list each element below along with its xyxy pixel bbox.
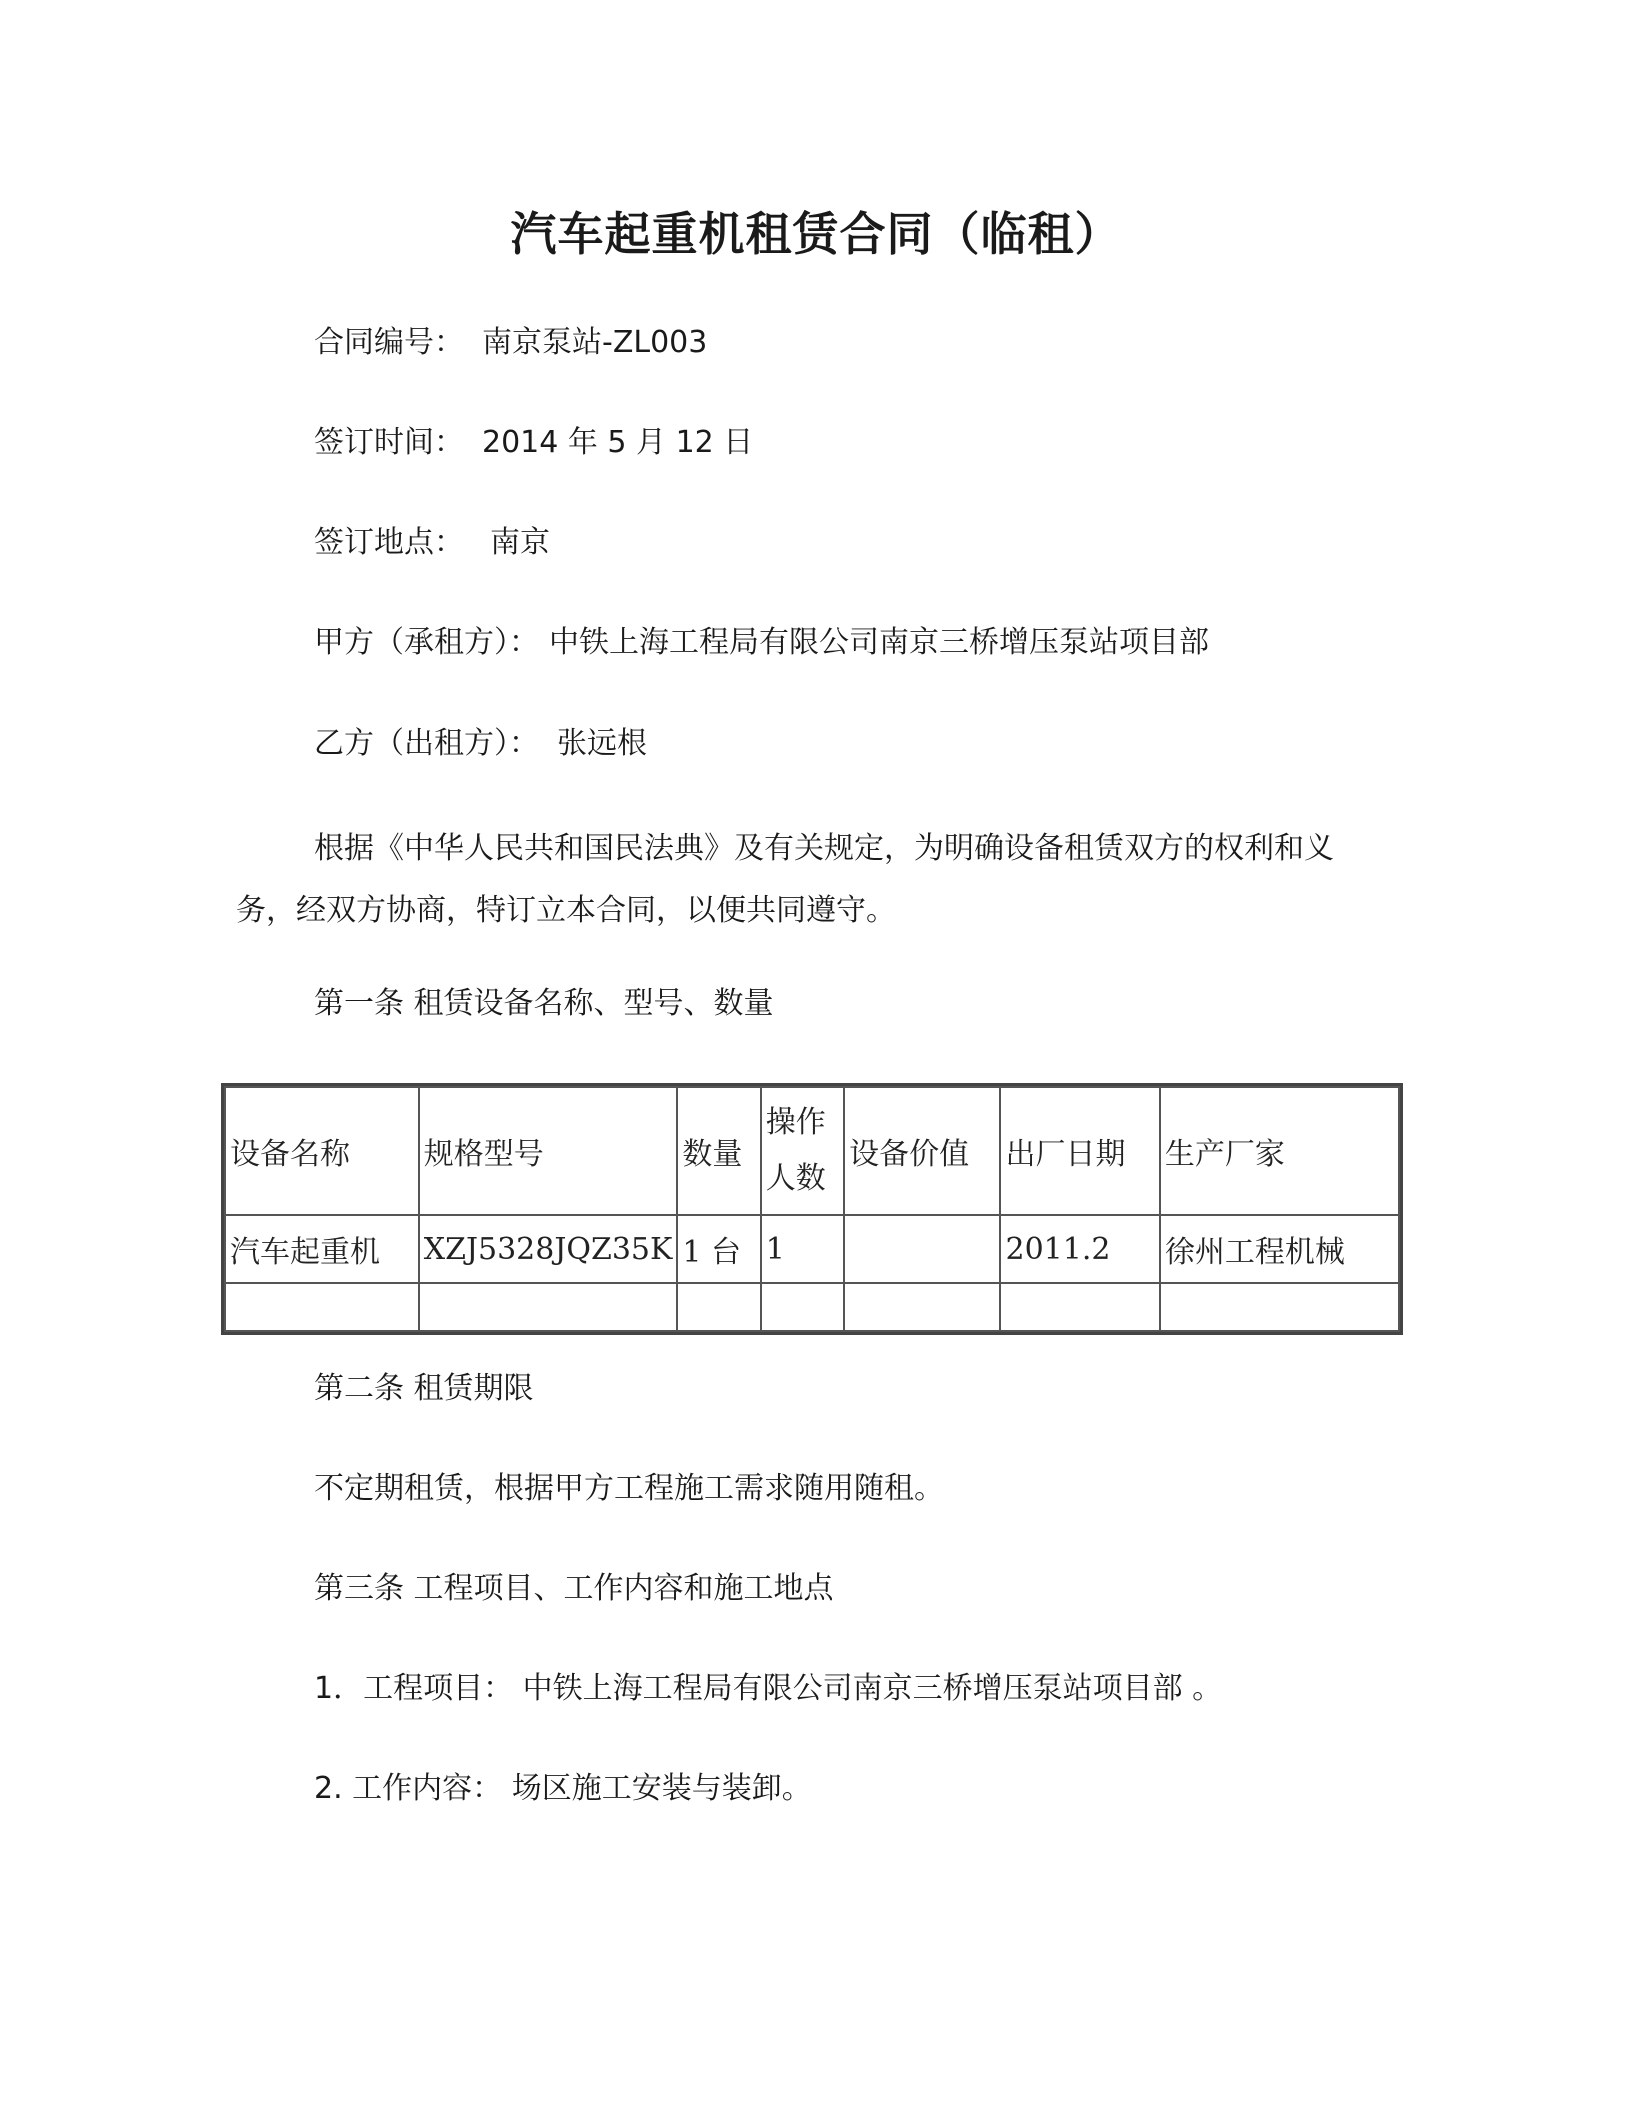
- article-3-item-2: 2. 工作内容： 场区施工安装与装卸。: [314, 1771, 812, 1806]
- sign-date-label: 签订时间：: [314, 425, 464, 460]
- preamble-text: 根据《中华人民共和国民法典》及有关规定，为明确设备租赁双方的权利和义务，经双方协商，特订立本合同，以便共同遵守。: [236, 831, 1334, 928]
- party-a: [314, 623, 1209, 663]
- sign-place: [314, 523, 550, 563]
- party-a-value: 中铁上海工程局有限公司南京三桥增压泵站项目部: [549, 625, 1209, 660]
- table-cell: [419, 1283, 678, 1331]
- sign-place-value: 南京: [490, 525, 550, 560]
- article-3-item-1: 1．工程项目： 中铁上海工程局有限公司南京三桥增压泵站项目部 。: [314, 1671, 1223, 1706]
- sign-date: [314, 423, 753, 463]
- table-cell: XZJ5328JQZ35K: [419, 1215, 678, 1283]
- sign-date-value: 2014 年 5 月 12 日: [482, 425, 754, 460]
- table-header-row: [225, 1087, 1399, 1215]
- table-cell: [225, 1283, 419, 1331]
- table-row: [225, 1215, 1399, 1283]
- table-cell: 徐州工程机械: [1160, 1215, 1399, 1283]
- table-cell: 汽车起重机: [225, 1215, 419, 1283]
- table-cell: [1160, 1283, 1399, 1331]
- table-header-cell: 出厂日期: [1000, 1087, 1159, 1215]
- table-cell: [844, 1215, 1000, 1283]
- table-cell: [761, 1283, 844, 1331]
- document-title: 汽车起重机租赁合同（临租）: [510, 207, 1122, 261]
- contract-number: [314, 323, 707, 363]
- party-b-value: 张远根: [557, 726, 647, 761]
- article-2-heading: 第二条 租赁期限: [314, 1371, 534, 1406]
- table-cell: [844, 1283, 1000, 1331]
- preamble-paragraph: [236, 818, 1376, 942]
- table-cell: 1: [761, 1215, 844, 1283]
- table-header-cell: 数量: [677, 1087, 760, 1215]
- table-header-cell: 操作人数: [761, 1087, 844, 1215]
- party-b: [314, 724, 647, 764]
- table-cell: 1 台: [677, 1215, 760, 1283]
- table-cell: 2011.2: [1000, 1215, 1159, 1283]
- party-b-label: 乙方（出租方）：: [314, 726, 539, 761]
- article-2-body: 不定期租赁，根据甲方工程施工需求随用随租。: [314, 1471, 944, 1506]
- table-cell: [1000, 1283, 1159, 1331]
- equipment-table: [224, 1086, 1400, 1332]
- article-1-heading: 第一条 租赁设备名称、型号、数量: [314, 986, 774, 1021]
- table-header-cell: 规格型号: [419, 1087, 678, 1215]
- table-header-cell: 生产厂家: [1160, 1087, 1399, 1215]
- party-a-label: 甲方（承租方）：: [314, 625, 539, 660]
- table-cell: [677, 1283, 760, 1331]
- contract-number-label: 合同编号：: [314, 325, 464, 360]
- article-3-heading: 第三条 工程项目、工作内容和施工地点: [314, 1571, 834, 1606]
- sign-place-label: 签订地点：: [314, 525, 464, 560]
- table-header-cell: 设备价值: [844, 1087, 1000, 1215]
- table-header-cell: 设备名称: [225, 1087, 419, 1215]
- contract-number-value: 南京泵站-ZL003: [482, 325, 708, 360]
- table-row: [225, 1283, 1399, 1331]
